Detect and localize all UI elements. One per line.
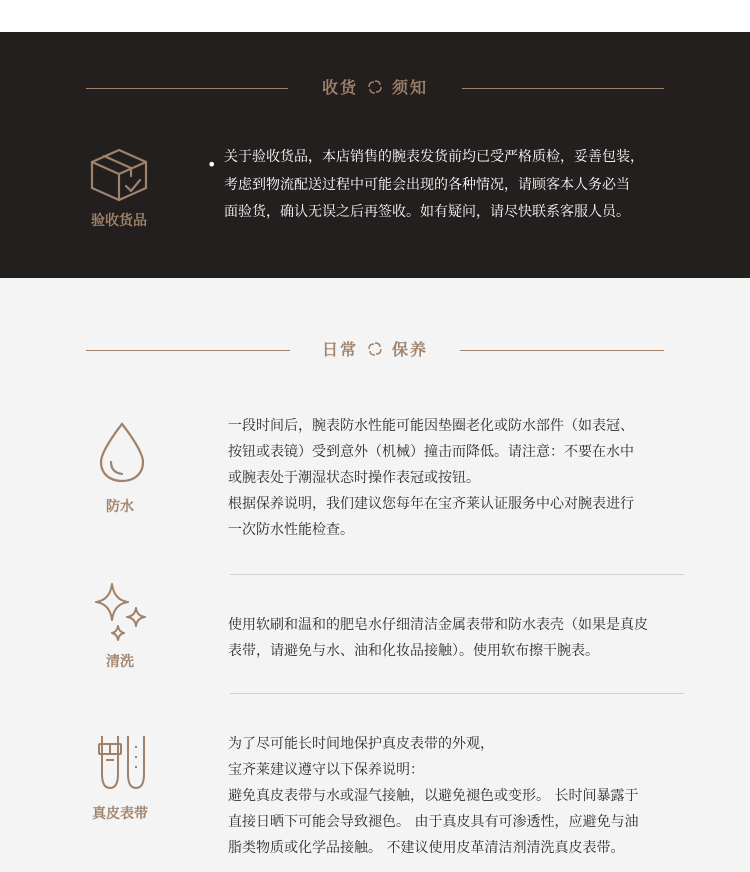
- text-line: 宝齐莱建议遵守以下保养说明：: [228, 762, 424, 778]
- waterproof-text: [228, 413, 634, 543]
- cleaning-label: 清洗: [106, 654, 134, 670]
- heading-word-2: 保养: [392, 340, 429, 359]
- text-line: 使用软刷和温和的肥皂水仔细清洁金属表带和防水表壳（如果是真皮: [228, 617, 648, 633]
- text-line: 关于验收货品，本店销售的腕表发货前均已受严格质检，妥善包装，: [224, 149, 644, 165]
- sparkle-icon: [92, 582, 152, 646]
- text-line: 面验货，确认无误之后再签收。如有疑问，请尽快联系客服人员。: [224, 204, 630, 220]
- care-heading: [86, 340, 664, 360]
- waterproof-label: 防水: [106, 499, 134, 515]
- receiving-notice-section: [0, 32, 750, 278]
- top-margin: [0, 0, 750, 32]
- receiving-text: [224, 144, 644, 227]
- heading-word-1: 日常: [321, 340, 358, 359]
- text-line: 为了尽可能长时间地保护真皮表带的外观，: [228, 736, 494, 752]
- receiving-heading: [86, 78, 664, 98]
- receiving-label: 验收货品: [91, 213, 147, 229]
- text-line: 一段时间后，腕表防水性能可能因垫圈老化或防水部件（如表冠、: [228, 418, 634, 434]
- heading-word-1: 收货: [321, 78, 358, 97]
- swirl-ornament-icon: [365, 79, 385, 95]
- text-line: 考虑到物流配送过程中可能会出现的各种情况，请顾客本人务必当: [224, 176, 630, 193]
- text-line: 一次防水性能检查。: [228, 522, 354, 538]
- heading-word-2: 须知: [392, 78, 429, 97]
- text-line: 根据保养说明，我们建议您每年在宝齐莱认证服务中心对腕表进行: [228, 496, 634, 512]
- text-line: 按钮或表镜）受到意外（机械）撞击而降低。请注意：不要在水中: [228, 444, 634, 460]
- text-line: 避免真皮表带与水或湿气接触，以避免褪色或变形。 长时间暴露于: [228, 788, 639, 804]
- section-divider: [230, 574, 684, 575]
- text-line: 脂类物质或化学品接触。 不建议使用皮革清洁剂清洗真皮表带。: [228, 840, 625, 856]
- text-line: 或腕表处于潮湿状态时操作表冠或按钮。: [228, 470, 480, 486]
- water-drop-icon: [97, 420, 147, 484]
- section-divider: [230, 693, 684, 694]
- leather-strap-icon: [98, 734, 146, 790]
- bullet-dot: •: [207, 155, 217, 174]
- leather-strap-label: 真皮表带: [92, 806, 148, 822]
- cleaning-text: [228, 612, 648, 664]
- leather-strap-text: [228, 731, 638, 861]
- text-line: 表带，请避免与水、油和化妆品接触）。使用软布擦干腕表。: [228, 643, 599, 659]
- text-line: 直接日晒下可能会导致褪色。 由于真皮具有可渗透性，应避免与油: [228, 814, 639, 830]
- package-check-icon: [88, 142, 150, 204]
- swirl-ornament-icon: [365, 341, 385, 357]
